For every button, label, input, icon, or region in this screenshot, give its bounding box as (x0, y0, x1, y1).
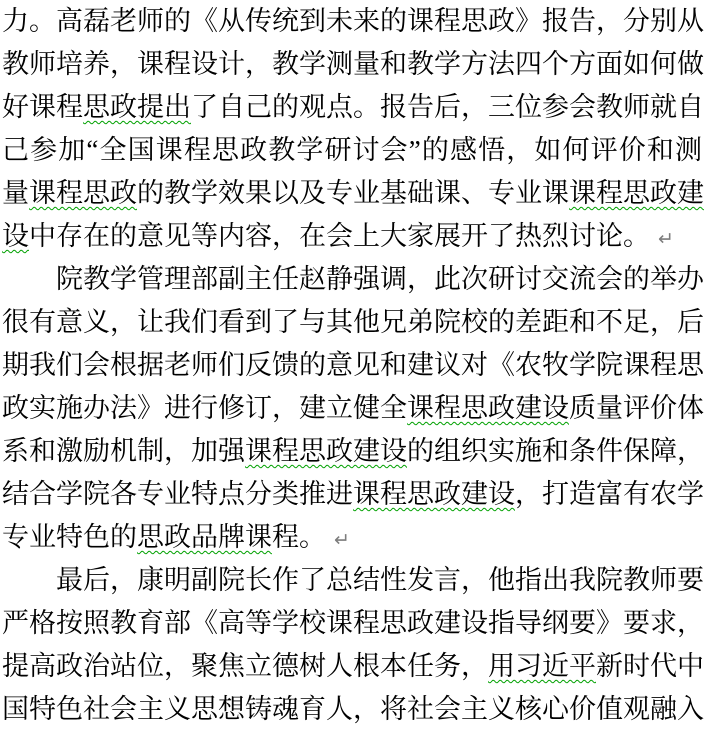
text-run: 己参加“全国课程思政教学研讨会”的感悟，如何评价和测 (2, 135, 702, 165)
grammar-flagged-text-run: 思政提出 (83, 92, 191, 122)
text-line (2, 430, 702, 473)
text-line (2, 344, 702, 387)
text-run: 国特色社会主义思想铸魂育人，将社会主义核心价值观融入 (2, 694, 704, 724)
text-line (2, 387, 702, 430)
text-line (2, 301, 702, 344)
text-run: 专业特色的 (2, 522, 137, 552)
text-line (2, 559, 702, 602)
text-run: 严格按照教育部《高等学校课程思政建设指导纲要》要求， (2, 608, 704, 638)
grammar-flagged-text-run: 设 (2, 221, 29, 251)
text-run: 好课程 (2, 92, 83, 122)
text-line (2, 86, 702, 129)
grammar-flagged-text-run: 用习近平 (488, 651, 596, 681)
text-line (2, 172, 702, 215)
text-line (2, 645, 702, 688)
grammar-flagged-text-run: 课程思政 (29, 178, 137, 208)
text-line (2, 129, 702, 172)
text-line (2, 0, 702, 43)
text-run: 教师培养，课程设计，教学测量和教学方法四个方面如何做 (2, 49, 704, 79)
text-run: 量 (2, 178, 29, 208)
paragraph-mark-icon: ↵ (334, 530, 350, 551)
text-run: 很有意义，让我们看到了与其他兄弟院校的差距和不足，后 (2, 307, 704, 337)
text-line (2, 688, 702, 731)
text-run: 力。高磊老师的《从传统到未来的课程思政》报告，分别从 (2, 6, 704, 36)
text-run: 结合学院各专业特点分类推进 (2, 479, 353, 509)
text-run: 新时代中 (596, 651, 704, 681)
text-run: 最后，康明副院长作了总结性发言，他指出我院教师要 (56, 565, 704, 595)
text-run: 了自己的观点。报告后，三位参会教师就自 (191, 92, 704, 122)
text-run: ，打造富有农学 (515, 479, 704, 509)
text-line (2, 473, 702, 516)
grammar-flagged-text-run: 思政品牌课 (137, 522, 272, 552)
text-run: 中存在的意见等内容，在会上大家展开了热烈讨论。 (29, 221, 650, 251)
text-run: 质量评价体 (569, 393, 704, 423)
text-line (2, 215, 702, 258)
text-run: 的组织实施和条件保障， (407, 436, 704, 466)
text-line (2, 258, 702, 301)
text-run: 期我们会根据老师们反馈的意见和建议对《农牧学院课程思 (2, 350, 704, 380)
grammar-flagged-text-run: 课程思政建设 (407, 393, 569, 423)
text-line (2, 516, 702, 559)
text-run: 系和激励机制，加强 (2, 436, 245, 466)
grammar-flagged-text-run: 课程思政建 (569, 178, 704, 208)
grammar-flagged-text-run: 课程思政建设 (353, 479, 515, 509)
text-line (2, 43, 702, 86)
text-line (2, 602, 702, 645)
text-run: 程。 (272, 522, 326, 552)
paragraph-mark-icon: ↵ (658, 229, 674, 250)
text-run: 的教学效果以及专业基础课、专业课 (137, 178, 569, 208)
grammar-flagged-text-run: 课程思政建设 (245, 436, 407, 466)
text-run: 政实施办法》进行修订，建立健全 (2, 393, 407, 423)
text-run: 提高政治站位，聚焦立德树人根本任务， (2, 651, 488, 681)
text-run: 院教学管理部副主任赵静强调，此次研讨交流会的举办 (56, 264, 704, 294)
